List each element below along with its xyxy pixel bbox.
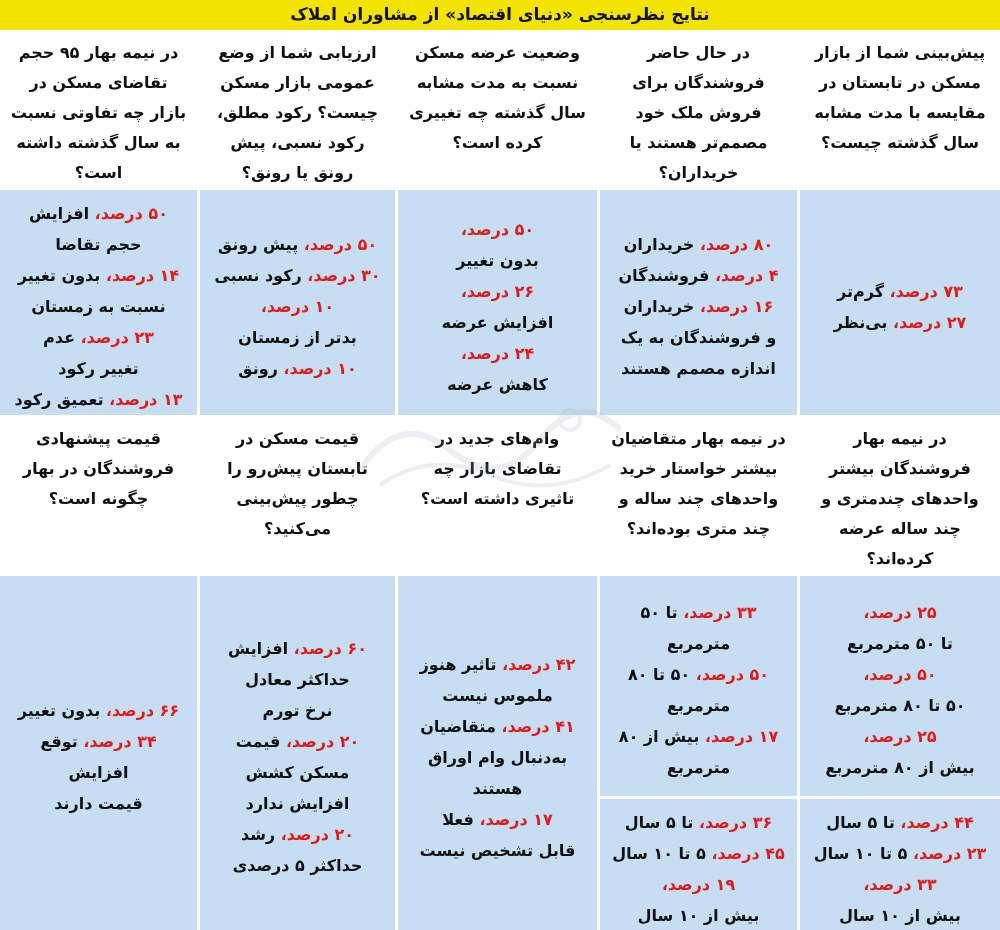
answer-text: اندازه مصمم هستند [621, 359, 776, 378]
answer-text: بیش از ۱۰ سال [839, 905, 961, 925]
answer-text: رونق [238, 359, 284, 378]
percentage-value: ۱۷ درصد، [704, 727, 779, 746]
question-text: در نیمه بهار فروشندگان بیشتر واحدهای چندمتری و چند ساله عرضه کرده‌اند؟ [821, 429, 979, 568]
answer-text: خریداران [623, 297, 700, 316]
answer-line [608, 322, 789, 353]
answer-text: ۵ تا ۱۰ سال [813, 843, 913, 863]
answer-line [608, 900, 789, 930]
answer-line [808, 690, 992, 721]
answer-text: بدتر از زمستان [238, 328, 357, 347]
question-cell [200, 418, 395, 573]
answer-text: گرم‌تر [837, 281, 890, 301]
answer-text: قابل تشخیص نیست [419, 840, 576, 860]
answer-text: و فروشندگان به یک [620, 328, 777, 347]
answer-line [608, 291, 789, 322]
answer-cell [800, 576, 1000, 796]
answer-line [608, 659, 789, 690]
answer-text: متقاضیان [420, 716, 502, 736]
percentage-value: ۲۶ درصد، [460, 281, 535, 301]
answer-text: تعمیق رکود [14, 390, 110, 409]
percentage-value: ۶۰ درصد، [293, 639, 367, 658]
answer-cell [0, 190, 197, 415]
answer-text: بی‌نظر [833, 312, 893, 332]
answer-line [608, 690, 789, 721]
answer-line [406, 711, 589, 742]
answer-line [808, 900, 992, 930]
answer-line [8, 353, 189, 384]
question-cell [398, 418, 597, 573]
answer-line [406, 742, 589, 804]
answer-line [608, 869, 789, 900]
answer-cell [600, 576, 797, 796]
answer-text: قیمت [235, 732, 286, 751]
answer-line [208, 850, 387, 881]
answer-line [208, 229, 387, 260]
percentage-value: ۳۶ درصد، [698, 812, 773, 832]
answer-line [208, 757, 387, 788]
answer-text: افزایش ندارد [245, 794, 350, 813]
answer-line [8, 198, 189, 229]
answer-text: فروشندگان [618, 266, 715, 285]
answer-line [8, 695, 189, 726]
percentage-value: ۴۴ درصد، [900, 812, 974, 832]
answer-text: مسکن کشش [245, 763, 350, 782]
answer-text: بدون تغییر [17, 266, 106, 285]
percentage-value: ۳۰ درصد، [307, 266, 381, 285]
answer-cell [200, 576, 395, 930]
percentage-value: ۱۴ درصد، [105, 266, 180, 285]
percentage-value: ۴۵ درصد، [711, 843, 785, 863]
answer-line [808, 721, 992, 752]
answer-line [808, 276, 992, 307]
answer-text: تا ۵۰ [640, 603, 684, 622]
answer-text: ۵۰ تا ۸۰ [627, 665, 696, 684]
answer-text: بدون تغییر [17, 701, 106, 720]
percentage-value: ۱۹ درصد، [661, 874, 736, 894]
question-text: وام‌های جدید در تقاضای بازار چه تاثیری داشته است؟ [420, 429, 575, 508]
question-cell [600, 418, 797, 573]
answer-text: به‌دنبال وام اوراق هستند [427, 747, 568, 798]
answer-line [608, 838, 789, 869]
answer-line [8, 726, 189, 788]
percentage-value: ۳۳ درصد، [863, 874, 937, 894]
percentage-value: ۶۶ درصد، [105, 701, 180, 720]
answer-line [208, 260, 387, 291]
answer-text: عدم [43, 328, 81, 347]
question-cell [200, 32, 395, 187]
answer-cell [398, 576, 597, 930]
answer-text: نسبت به زمستان [31, 297, 166, 316]
answer-line [406, 307, 589, 338]
answer-text: تا ۵ سال [624, 812, 699, 832]
answer-line [406, 214, 589, 245]
percentage-value: ۱۶ درصد، [699, 297, 774, 316]
answer-line [808, 659, 992, 690]
percentage-value: ۲۳ درصد، [80, 328, 154, 347]
percentage-value: ۴۱ درصد، [501, 716, 575, 736]
answer-cell [200, 190, 395, 415]
answer-line [608, 807, 789, 838]
answer-text: فعلا [442, 809, 480, 829]
answer-line [208, 788, 387, 819]
answer-text: حداکثر معادل [245, 670, 350, 689]
answer-line [8, 384, 189, 415]
answer-line [406, 649, 589, 680]
answer-line [808, 869, 992, 900]
answer-text: مترمربع [666, 758, 731, 777]
answer-text: افزایش [29, 204, 95, 223]
percentage-value: ۱۰ درصد، [283, 359, 357, 378]
answer-line [608, 721, 789, 752]
answer-line [208, 819, 387, 850]
percentage-value: ۵۰ درصد، [695, 665, 770, 684]
answer-line [608, 353, 789, 384]
answer-line [406, 338, 589, 369]
answer-line [8, 229, 189, 260]
answer-line [208, 633, 387, 664]
answer-line [608, 628, 789, 659]
percentage-value: ۲۴ درصد، [460, 343, 535, 363]
question-text: در نیمه بهار متقاضیان بیشتر خواستار خرید واحدهای چند ساله و چند متری بوده‌اند؟ [611, 429, 786, 538]
answer-text: تاثیر هنوز [419, 654, 503, 674]
answer-line [8, 322, 189, 353]
percentage-value: ۳۳ درصد، [683, 603, 757, 622]
question-text: پیش‌بینی شما از بازار مسکن در تابستان در مقایسه با مدت مشابه سال گذشته چیست؟ [814, 43, 986, 152]
answer-line [406, 276, 589, 307]
percentage-value: ۲۳ درصد، [912, 843, 987, 863]
answer-line [808, 752, 992, 783]
answer-line [608, 229, 789, 260]
percentage-value: ۴ درصد، [714, 266, 779, 285]
question-text: قیمت مسکن در تابستان پیش‌رو را چطور پیش‌بینی می‌کنید؟ [227, 429, 368, 538]
answer-line [608, 752, 789, 783]
answer-line [808, 597, 992, 628]
answer-text: قیمت دارند [54, 794, 143, 813]
answer-line [808, 628, 992, 659]
percentage-value: ۴۲ درصد، [502, 654, 576, 674]
answer-line [808, 307, 992, 338]
answer-line [8, 788, 189, 819]
answer-text: کاهش عرضه [447, 374, 548, 394]
percentage-value: ۱۰ درصد، [260, 297, 335, 316]
answer-text: بیش از ۸۰ مترمربع [825, 758, 975, 777]
percentage-value: ۲۵ درصد، [863, 727, 937, 746]
answer-cell [800, 799, 1000, 930]
question-text: در نیمه بهار ۹۵ حجم تقاضای مسکن در بازار چه تفاوتی نسبت به سال گذشته داشته است؟ [10, 43, 187, 182]
answer-text: افزایش عرضه [441, 312, 554, 332]
answer-line [808, 807, 992, 838]
answer-line [8, 291, 189, 322]
question-text: ارزیابی شما از وضع عمومی بازار مسکن چیست؟ رکود مطلق، رکود نسبی، پیش رونق یا رونق؟ [217, 43, 378, 182]
answer-line [406, 835, 589, 866]
answer-text: پیش رونق [217, 235, 304, 254]
question-cell [800, 32, 1000, 187]
answer-text: افزایش [228, 639, 294, 658]
answer-line [208, 353, 387, 384]
question-text: در حال حاضر فروشندگان برای فروش ملک خود مصمم‌تر هستند یا خریداران؟ [629, 43, 768, 182]
percentage-value: ۷۳ درصد، [889, 281, 963, 301]
answer-line [208, 726, 387, 757]
answer-cell [398, 190, 597, 415]
answer-line [406, 680, 589, 711]
answer-text: تغییر رکود [58, 359, 139, 378]
question-text: قیمت پیشنهادی فروشندگان در بهار چگونه است؟ [22, 429, 175, 508]
answer-line [608, 260, 789, 291]
answer-text: مترمربع [666, 634, 731, 653]
answer-text: حداکثر ۵ درصدی [232, 856, 363, 875]
percentage-value: ۱۷ درصد، [479, 809, 553, 829]
percentage-value: ۱۳ درصد، [109, 390, 183, 409]
percentage-value: ۳۴ درصد، [83, 732, 157, 751]
percentage-value: ۲۵ درصد، [863, 603, 937, 622]
answer-text: حجم تقاضا [55, 235, 142, 254]
answer-text: بیش از ۸۰ [618, 727, 705, 746]
question-cell [0, 32, 197, 187]
answer-text: ۵ تا ۱۰ سال [612, 843, 712, 863]
percentage-value: ۵۰ درصد، [94, 204, 168, 223]
answer-text: رکود نسبی [214, 266, 308, 285]
answer-text: بدون تغییر [456, 250, 539, 270]
answer-cell [0, 576, 197, 930]
answer-cell [600, 799, 797, 930]
answer-text: بیش از ۱۰ سال [637, 905, 760, 925]
answer-line [8, 260, 189, 291]
question-cell [0, 418, 197, 573]
answer-text: خریداران [623, 235, 700, 254]
page-title: نتایج نظرسنجی «دنیای اقتصاد» از مشاوران املاک [0, 0, 1000, 32]
percentage-value: ۲۰ درصد، [280, 825, 355, 844]
percentage-value: ۸۰ درصد، [699, 235, 774, 254]
answer-text: نرخ تورم [262, 701, 333, 720]
answer-line [208, 291, 387, 322]
question-text: وضعیت عرضه مسکن نسبت به مدت مشابه سال گذشته چه تغییری کرده است؟ [409, 43, 586, 152]
answer-line [208, 322, 387, 353]
answer-cell [600, 190, 797, 415]
answer-text: تا ۵۰ مترمربع [847, 634, 953, 653]
answer-line [406, 804, 589, 835]
answer-line [808, 838, 992, 869]
answer-line [406, 369, 589, 400]
percentage-value: ۵۰ درصد، [303, 235, 378, 254]
percentage-value: ۵۰ درصد، [863, 665, 937, 684]
answer-text: رشد [240, 825, 281, 844]
answer-line [208, 695, 387, 726]
answer-text: تا ۵ سال [826, 812, 901, 832]
answer-line [208, 664, 387, 695]
answer-text: توقع افزایش [40, 732, 129, 782]
question-cell [600, 32, 797, 187]
percentage-value: ۵۰ درصد، [460, 219, 535, 239]
question-cell [800, 418, 1000, 573]
answer-cell [800, 190, 1000, 415]
question-cell [398, 32, 597, 187]
answer-line [406, 245, 589, 276]
answer-text: ملموس نیست [442, 685, 553, 705]
percentage-value: ۲۷ درصد، [893, 312, 967, 332]
answer-text: ۵۰ تا ۸۰ مترمربع [834, 696, 966, 715]
answer-line [608, 597, 789, 628]
percentage-value: ۲۰ درصد، [285, 732, 360, 751]
answer-text: مترمربع [666, 696, 731, 715]
